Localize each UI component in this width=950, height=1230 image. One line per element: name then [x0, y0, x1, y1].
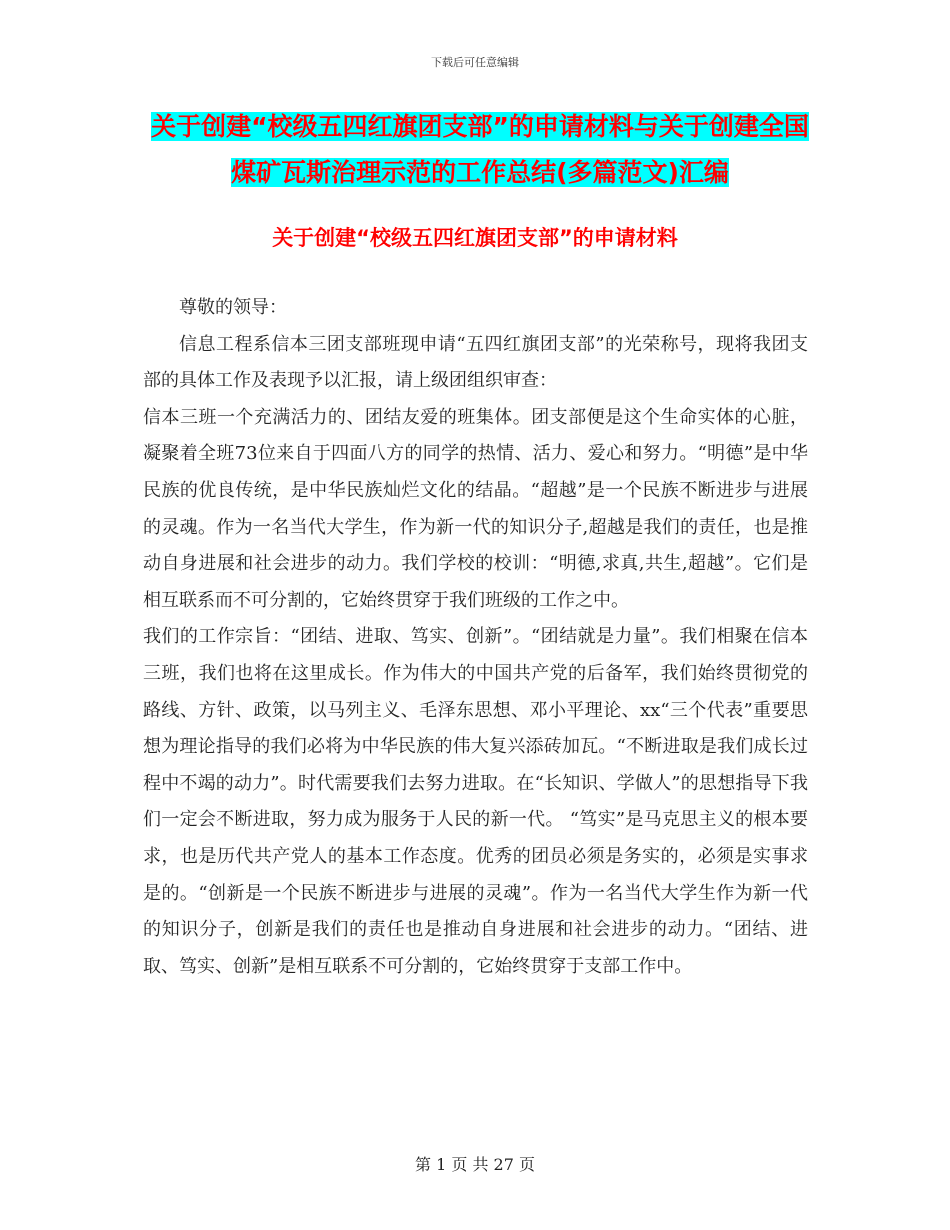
- section-title: 关于创建“校级五四红旗团支部”的申请材料: [272, 226, 678, 250]
- header-note: 下载后可任意编辑: [431, 56, 519, 69]
- document-title: [150, 104, 810, 196]
- paragraph-3: 我们的工作宗旨：“团结、进取、笃实、创新”。“团结就是力量”。我们相聚在信本三班，我们也将在这里成长。作为伟大的中国共产党的后备军，我们始终贯彻党的路线、方针、政策，以马列主义、毛泽东思想、邓小平理论、xx“三个代表”重要思想为理论指导的我们必将为中华民族的伟大复兴添砖加瓦。“不断进取是我们成长过程中不竭的动力”。时代需要我们去努力进取。在“长知识、学做人”的思想指导下我们一定会不断进取，努力成为服务于人民的新一代。 “笃实”是马克思主义的根本要求，也是历代共产党人的基本工作态度。优秀的团员必须是务实的，必须是实事求是的。“创新是一个民族不断进步与进展的灵魂”。作为一名当代大学生作为新一代的知识分子，创新是我们的责任也是推动自身进展和社会进步的动力。“团结、进取、笃实、创新”是相互联系不可分割的，它始终贯穿于支部工作中。: [143, 626, 808, 977]
- paragraph-1: 信息工程系信本三团支部班现申请“五四红旗团支部”的光荣称号，现将我团支部的具体工作及表现予以汇报，请上级团组织审查：: [143, 333, 808, 392]
- document-title-text: 关于创建“校级五四红旗团支部”的申请材料与关于创建全国煤矿瓦斯治理示范的工作总结(多篇范文)汇编: [151, 112, 809, 187]
- salutation: 尊敬的领导：: [179, 297, 287, 318]
- paragraph-2: 信本三班一个充满活力的、团结友爱的班集体。团支部便是这个生命实体的心脏，凝聚着全班73位来自于四面八方的同学的热情、活力、爱心和努力。“明德”是中华民族的优良传统，是中华民族灿烂文化的结晶。“超越”是一个民族不断进步与进展的灵魂。作为一名当代大学生，作为新一代的知识分子,超越是我们的责任，也是推动自身进展和社会进步的动力。我们学校的校训：“明德,求真,共生,超越”。它们是相互联系而不可分割的，它始终贯穿于我们班级的工作之中。: [143, 406, 808, 611]
- page-footer: 第 1 页 共 27 页: [415, 1155, 535, 1174]
- body-text: [143, 290, 808, 985]
